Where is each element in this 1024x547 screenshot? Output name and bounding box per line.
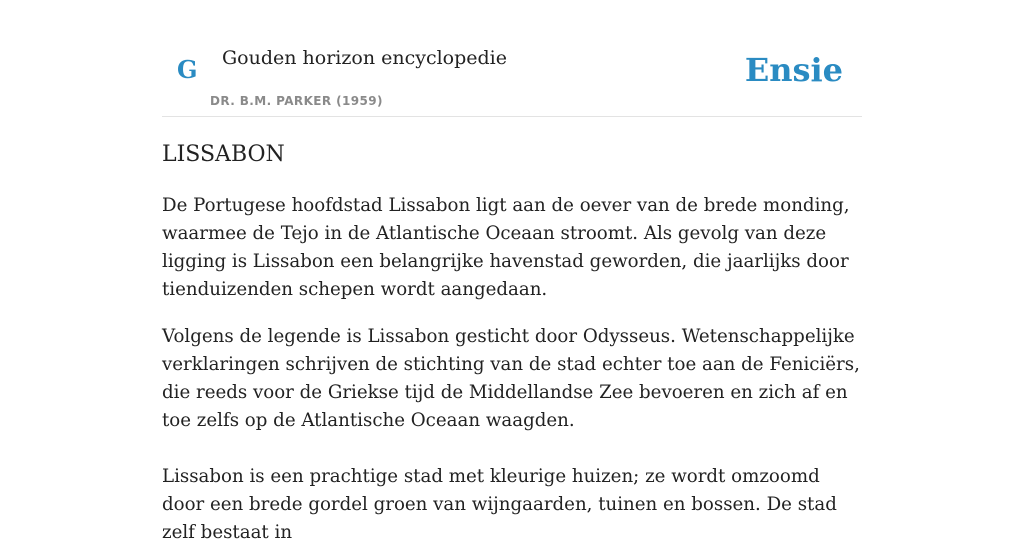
paragraph: De Portugese hoofdstad Lissabon ligt aan de oever van de brede monding, waarmee de Tejo in de Atlantische Oceaan stroomt. Als gevolg van deze ligging is Lissabon een belangrijke havenstad geworden, die jaarlijks door tienduizenden schepen wordt aangedaan. — [162, 195, 850, 300]
paragraph: Lissabon is een prachtige stad met kleurige huizen; ze wordt omzoomd door een brede gordel groen van wijngaarden, tuinen en bossen. De stad zelf bestaat in — [162, 466, 837, 543]
brand-logo[interactable]: Ensie — [744, 51, 843, 89]
book-title-link[interactable]: Gouden horizon encyclopedie — [222, 47, 507, 69]
header — [162, 0, 862, 117]
entry-title: LISSABON — [162, 142, 285, 167]
page — [162, 0, 862, 543]
paragraph: Volgens de legende is Lissabon gesticht door Odysseus. Wetenschappelijke verklaringen schrijven de stichting van de stad echter toe aan de Feniciërs, die reeds voor de Griekse tijd de Middellandse Zee bevoeren en zich af en toe zelfs op de Atlantische Oceaan waagden. — [162, 326, 860, 431]
book-logo[interactable]: G — [177, 55, 198, 84]
author-label: DR. B.M. PARKER (1959) — [210, 94, 383, 108]
